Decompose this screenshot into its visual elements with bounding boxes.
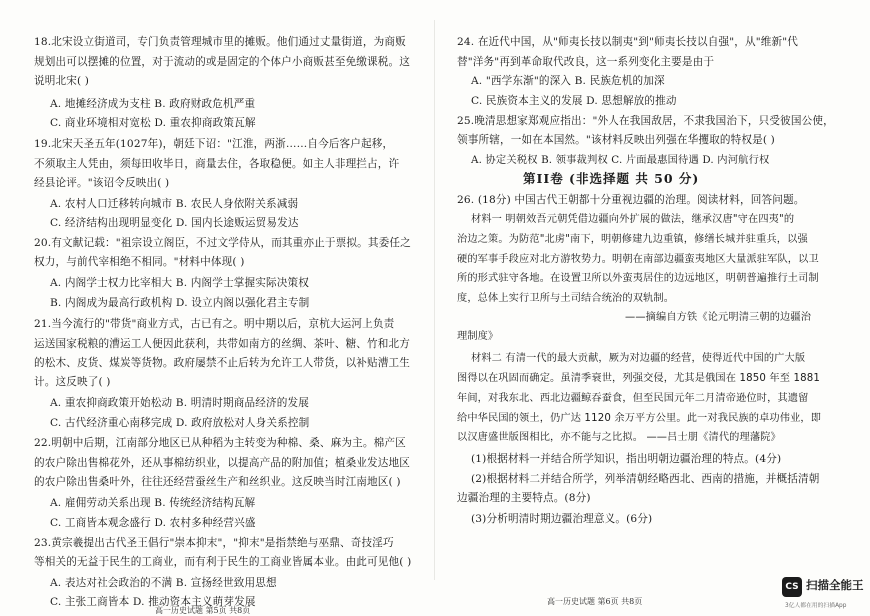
q21-options-cd: C. 古代经济重心南移完成 D. 政府放松对人身关系控制 <box>50 417 310 429</box>
section-title: 第II卷 (非选择题 共 50 分) <box>523 171 700 186</box>
q18-options-cd: C. 商业环境相对宽松 D. 重农抑商政策瓦解 <box>50 117 256 129</box>
q25-stem-line: 25.晚清思想家郑观应指出："外人在我国敌居，不隶我国治下，只受彼国公使， <box>457 115 834 127</box>
q26-subquestion: (3)分析明清时期边疆治理意义。(6分) <box>471 513 653 525</box>
q21-stem-line: 的松木、皮货、煤炭等货物。政府屡禁不止后转为允许工人带货，以补贴漕工生 <box>34 357 411 369</box>
q25-options: A. 协定关税权 B. 领事裁判权 C. 片面最惠国待遇 D. 内河航行权 <box>471 154 770 166</box>
q22-options-ab: A. 雇佣劳动关系出现 B. 传统经济结构瓦解 <box>50 497 256 509</box>
q26-subquestion: 边疆治理的主要特点。(8分) <box>457 492 591 504</box>
q19-stem-line: 不须取主人凭由，须每田收毕日，商量去住，各取稳便。如主人非理拦占，许 <box>34 158 400 170</box>
q22-options-cd: C. 工商皆本观念盛行 D. 农村多种经营兴盛 <box>50 517 256 529</box>
q23-stem-line: 23.黄宗羲提出古代圣王倡行"崇本抑末"，"抑末"是指禁绝与巫鼎、奇技淫巧 <box>34 537 394 549</box>
q23-stem-line: 等相关的无益于民生的工商业，而有利于民生的工商业皆属本业。由此可见他( ) <box>34 556 412 568</box>
material-line: 治边之策。为防范"北虏"南下，明朝修建九边重镇，修缮长城并驻重兵，以强 <box>457 234 808 245</box>
q23-options-ab: A. 表达对社会政治的不满 B. 宣扬经世致用思想 <box>50 577 277 589</box>
q19-stem-line: 19.北宋天圣五年(1027年)，朝廷下诏："江淮，两浙……自今后客户起移， <box>34 138 394 150</box>
q21-stem-line: 运送国家税粮的漕运工人便因此获利，共带如南方的丝绸、茶叶、糖、竹和北方 <box>34 338 411 350</box>
q24-options-cd: C. 民族资本主义的发展 D. 思想解放的推动 <box>471 95 677 107</box>
q24-options-ab: A. "西学东渐"的深入 B. 民族危机的加深 <box>471 75 665 87</box>
material-line: 图得以在巩固而确定。虽清季衰世，列强交侵，尤其是俄国在 1850 年至 1881 <box>457 373 821 384</box>
q18-stem-line: 规划出可以摆摊的位置，对于流动的或是固定的个体户小商贩甚至免缴课税。这 <box>34 56 411 68</box>
q20-stem-line: 权力，与前代宰相绝不相同。"材料中体现( ) <box>34 256 245 268</box>
material-line: 材料一 明朝效吾元朝凭借边疆向外扩展的做法，继承汉唐"守在四夷"的 <box>471 214 795 225</box>
q23-options-cd: C. 主张工商皆本 D. 推动资本主义萌芽发展 <box>50 596 256 608</box>
q20-stem-line: 20.有文献记载："祖宗设立阁臣，不过文学侍从，而其重亦止于票拟。其委任之 <box>34 237 411 249</box>
q22-stem-line: 的农户除出售桑叶外，往往还经营蚕丝生产和丝织业。这反映当时江南地区( ) <box>34 476 401 488</box>
q22-stem-line: 的农户除出售棉花外，还从事棉纺织业，以提高产品的附加值；植桑业发达地区 <box>34 457 411 469</box>
q22-stem-line: 22.明朝中后期，江南部分地区已从种稻为主转变为种棉、桑、麻为主。棉产区 <box>34 437 406 449</box>
q19-options-cd: C. 经济结构出现明显变化 D. 国内长途贩运贸易发达 <box>50 217 299 229</box>
page-footer: 高一历史试题 第5页 共8页 <box>155 606 251 615</box>
q25-stem-line: 领事所辖，一如在本国然。"该材料反映出列强在华攫取的特权是( ) <box>457 134 775 146</box>
q20-options-cd: B. 内阁成为最高行政机构 D. 设立内阁以强化君主专制 <box>50 297 310 309</box>
q26-intro: 26. (18分) 中国古代王朝都十分重视边疆的治理。阅读材料，回答问题。 <box>457 194 805 206</box>
q21-stem-line: 计。这反映了( ) <box>34 376 111 388</box>
watermark-title: 扫描全能王 <box>806 578 864 592</box>
q21-options-ab: A. 重农抑商政策开始松动 B. 明清时期商品经济的发展 <box>50 397 309 409</box>
q21-stem-line: 21.当今流行的"带货"商业方式，古已有之。明中期以后，京杭大运河上负责 <box>34 318 395 330</box>
camscanner-logo-icon: CS <box>782 577 802 597</box>
scanner-watermark <box>782 575 866 609</box>
page-footer: 高一历史试题 第6页 共8页 <box>547 597 643 606</box>
material-line: 年间，对我东北、西北边疆鲸吞蚕食，但至民国元年二月清帝逊位时，其遗留 <box>457 393 809 404</box>
material-line: 给中华民国的领土，仍广达 1120 余万平方公里。此一对我民族的卓功伟业，即 <box>457 413 822 424</box>
watermark-subtitle: 3亿人都在用的扫描App <box>785 603 847 609</box>
q18-options-ab: A. 地摊经济成为支柱 B. 政府财政危机严重 <box>50 98 256 110</box>
material-line: 度，总体上实行卫所与土司结合统治的双轨制。 <box>457 293 675 304</box>
material-line: 以汉唐盛世版图相比，亦不能与之比拟。 ——吕士朋《清代的理藩院》 <box>457 432 781 443</box>
q26-subquestion: (1)根据材料一并结合所学知识，指出明朝边疆治理的特点。(4分) <box>471 453 782 465</box>
material-line: 材料二 有清一代的最大贡献，厥为对边疆的经营，使得近代中国的广大版 <box>471 353 806 364</box>
material-source: 理制度》 <box>457 331 499 342</box>
material-line: 所的形式驻守各地。在设置卫所以外蛮夷居住的边远地区，明朝普遍推行土司制 <box>457 273 819 284</box>
material-source: ——摘编自方铁《论元明清三朝的边疆治 <box>625 312 812 323</box>
q19-options-ab: A. 农村人口迁移转向城市 B. 农民人身依附关系减弱 <box>50 198 299 210</box>
q26-subquestion: (2)根据材料二并结合所学，列举清朝经略西北、西南的措施，并概括清朝 <box>471 473 820 485</box>
q18-stem-line: 18.北宋设立街道司，专门负责管理城市里的摊贩。他们通过丈量街道，为商贩 <box>34 36 406 48</box>
right-page <box>435 0 870 614</box>
left-page <box>0 0 435 614</box>
q18-stem-line: 说明北宋( ) <box>34 75 90 87</box>
material-line: 硬的军事手段应对北方游牧势力。明朝在南部边疆蛮夷地区大量派驻军队，以卫 <box>457 254 819 265</box>
q19-stem-line: 经县论评。"该诏令反映出( ) <box>34 177 170 189</box>
q20-options-ab: A. 内阁学士权力比宰相大 B. 内阁学士掌握实际决策权 <box>50 277 309 289</box>
q24-stem-line: 替"洋务"再到革命取代改良，这一系列变化主要是由于 <box>457 56 715 68</box>
q24-stem-line: 24. 在近代中国，从"师夷长技以制夷"到"师夷长技以自强"，从"维新"代 <box>457 36 799 48</box>
